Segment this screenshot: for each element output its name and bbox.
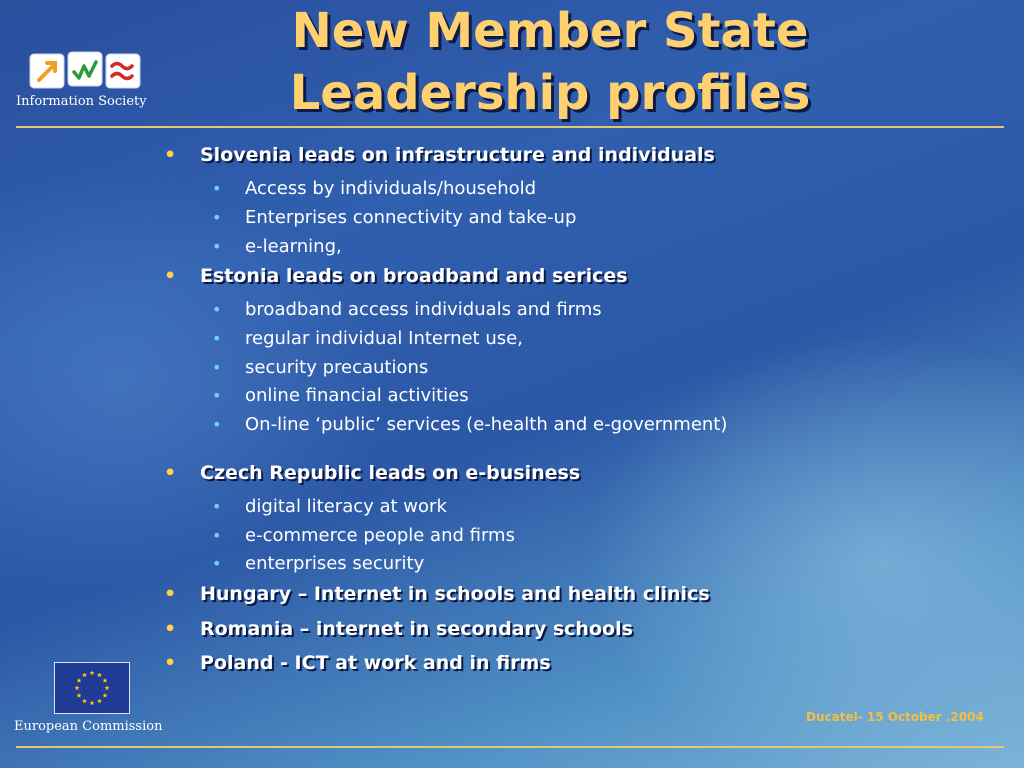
sub-bullet-dot-icon: • — [212, 179, 222, 198]
european-commission-logo — [14, 662, 174, 742]
sub-bullet-dot-icon: • — [212, 329, 222, 348]
sub-bullet-dot-icon: • — [212, 300, 222, 319]
sub-bullet-text: Enterprises connectivity and take-up — [245, 207, 577, 228]
sub-bullet-text: regular individual Internet use, — [245, 328, 523, 349]
bullet-dot-icon: • — [164, 652, 177, 674]
top-divider — [16, 126, 1004, 128]
sub-bullet-text: broadband access individuals and firms — [245, 299, 602, 320]
bottom-divider — [16, 746, 1004, 748]
sub-bullet-dot-icon: • — [212, 358, 222, 377]
bullet-dot-icon: • — [164, 265, 177, 287]
sub-bullet-text: online financial activities — [245, 385, 469, 406]
page-title-line-2: Leadership profiles — [289, 65, 811, 121]
information-society-logo — [16, 50, 146, 112]
sub-bullet-dot-icon: • — [212, 386, 222, 405]
sub-bullet-text: digital literacy at work — [245, 496, 447, 517]
footer-credit: Ducatel- 15 October .2004 — [806, 710, 984, 724]
eu-flag-icon — [54, 662, 130, 714]
sub-bullet-dot-icon: • — [212, 526, 222, 545]
bullet-text: Czech Republic leads on e-business — [200, 462, 581, 484]
sub-bullet-dot-icon: • — [212, 497, 222, 516]
bullet-dot-icon: • — [164, 144, 177, 166]
bullet-text: Estonia leads on broadband and serices — [200, 265, 628, 287]
page-title — [200, 0, 900, 124]
european-commission-label: European Commission — [14, 719, 163, 734]
bullet-dot-icon: • — [164, 583, 177, 605]
sub-bullet-dot-icon: • — [212, 415, 222, 434]
bullet-text: Romania – internet in secondary schools — [200, 618, 633, 640]
information-society-label: Information Society — [16, 94, 147, 109]
bullet-dot-icon: • — [164, 618, 177, 640]
sub-bullet-dot-icon: • — [212, 237, 222, 256]
sub-bullet-text: e-commerce people and firms — [245, 525, 515, 546]
bullet-text: Slovenia leads on infrastructure and individuals — [200, 144, 715, 166]
sub-bullet-text: enterprises security — [245, 553, 425, 574]
sub-bullet-text: e-learning, — [245, 236, 342, 257]
sub-bullet-text: security precautions — [245, 357, 429, 378]
sub-bullet-text: Access by individuals/household — [245, 178, 537, 199]
information-society-tiles-icon — [28, 50, 142, 94]
sub-bullet-dot-icon: • — [212, 554, 222, 573]
page-title-line-1: New Member State — [291, 3, 809, 59]
bullet-text: Hungary – Internet in schools and health clinics — [200, 583, 710, 605]
sub-bullet-text: On-line ‘public’ services (e-health and e-government) — [245, 414, 728, 435]
bullet-dot-icon: • — [164, 462, 177, 484]
sub-bullet-dot-icon: • — [212, 208, 222, 227]
bullet-text: Poland - ICT at work and in firms — [200, 652, 551, 674]
